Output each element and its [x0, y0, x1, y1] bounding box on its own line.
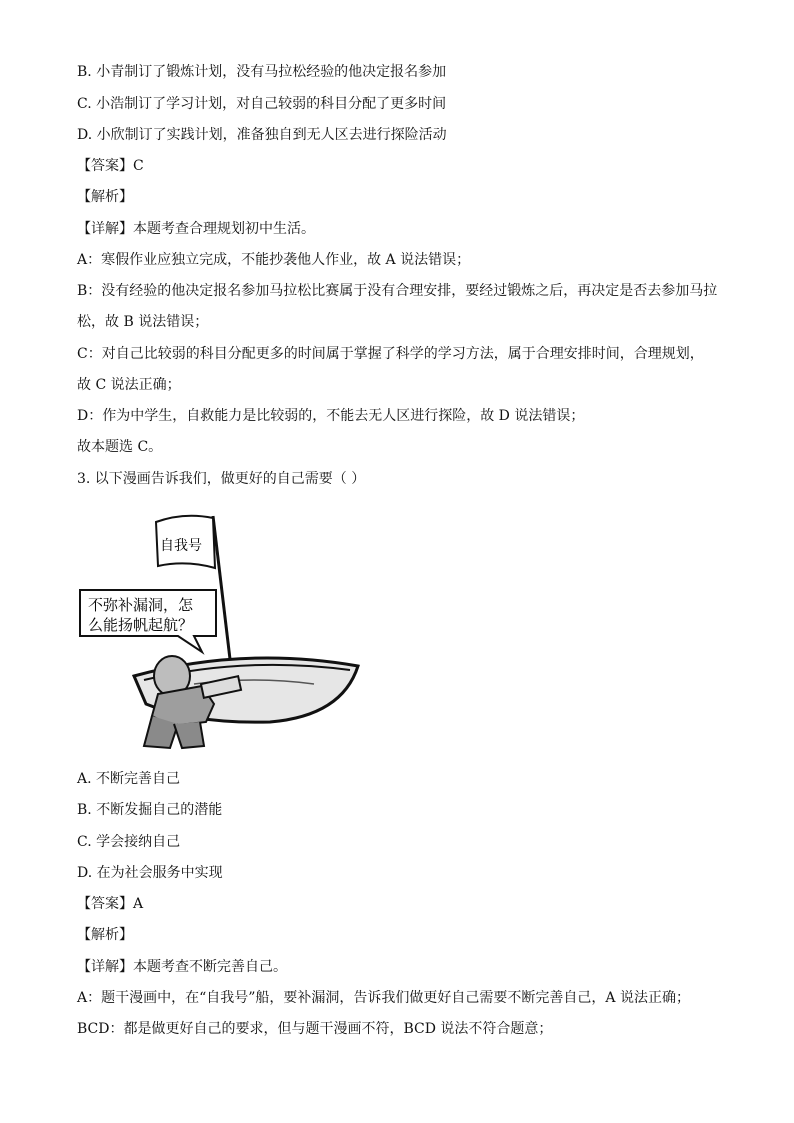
q3-detail: 【详解】本题考查不断完善自己。	[77, 959, 287, 975]
bubble-line-2: 么能扬帆起航？	[88, 616, 194, 634]
q3-answer: 【答案】A	[77, 896, 144, 912]
bubble-line-1: 不弥补漏洞，怎	[88, 596, 194, 614]
q2-explanation-b-line2: 松，故 B 说法错误；	[77, 314, 209, 330]
q2-explanation-d: D：作为中学生，自救能力是比较弱的，不能去无人区进行探险，故 D 说法错误；	[77, 408, 585, 424]
cartoon-figure	[74, 508, 364, 758]
cartoon-illustration	[74, 508, 364, 758]
q3-stem: 3. 以下漫画告诉我们，做更好的自己需要（ ）	[77, 471, 366, 487]
q3-option-c: C. 学会接纳自己	[77, 834, 181, 850]
q2-explanation-c-line2: 故 C 说法正确；	[77, 377, 181, 393]
q2-analysis-label: 【解析】	[77, 189, 133, 205]
q2-option-c: C. 小浩制订了学习计划，对自己较弱的科目分配了更多时间	[77, 96, 447, 112]
q3-option-d: D. 在为社会服务中实现	[77, 865, 223, 881]
flag-text: 自我号	[160, 538, 202, 554]
q2-explanation-c-line1: C：对自己比较弱的科目分配更多的时间属于掌握了科学的学习方法，属于合理安排时间，合理规划，	[77, 346, 704, 362]
q3-option-a: A. 不断完善自己	[77, 771, 181, 787]
q3-analysis-label: 【解析】	[77, 927, 133, 943]
q3-option-b: B. 不断发掘自己的潜能	[77, 802, 223, 818]
q2-option-b: B. 小青制订了锻炼计划，没有马拉松经验的他决定报名参加	[77, 64, 447, 80]
person-leg-right	[174, 722, 204, 748]
q2-conclusion: 故本题选 C。	[77, 439, 163, 455]
q3-explanation-a: A：题干漫画中，在“自我号”船，要补漏洞，告诉我们做更好自己需要不断完善自己，A 说法正确；	[77, 990, 690, 1006]
q2-detail: 【详解】本题考查合理规划初中生活。	[77, 221, 315, 237]
q2-answer: 【答案】C	[77, 158, 144, 174]
q3-explanation-bcd: BCD：都是做更好自己的要求，但与题干漫画不符，BCD 说法不符合题意；	[77, 1021, 553, 1037]
q2-explanation-b-line1: B：没有经验的他决定报名参加马拉松比赛属于没有合理安排，要经过锻炼之后，再决定是否去参加马拉	[77, 283, 718, 299]
q2-option-d: D. 小欣制订了实践计划，准备独自到无人区去进行探险活动	[77, 127, 447, 143]
q2-explanation-a: A：寒假作业应独立完成，不能抄袭他人作业，故 A 说法错误；	[77, 252, 471, 268]
